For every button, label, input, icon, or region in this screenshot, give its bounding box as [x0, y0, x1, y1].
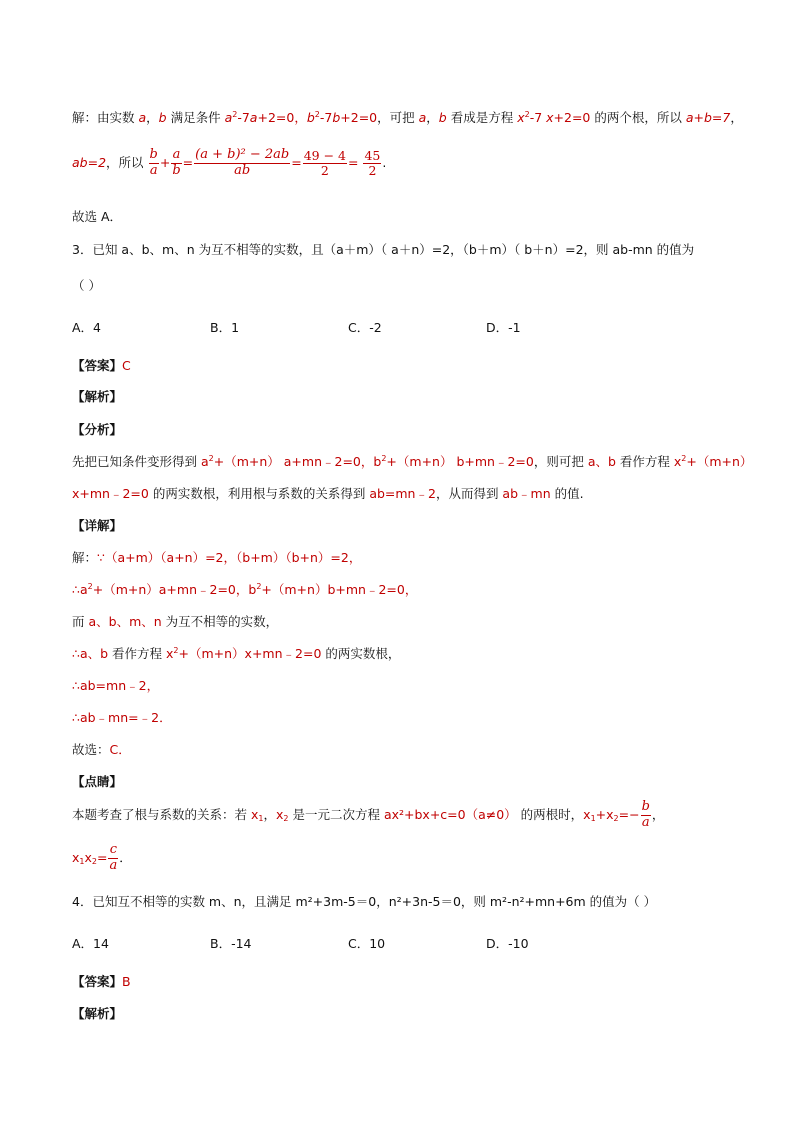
question-3-fenxi-heading: 【分析】 [72, 422, 123, 437]
question-3-dianjing-heading: 【点睛】 [72, 774, 123, 789]
question-4-analysis-heading: 【解析】 [72, 1006, 123, 1021]
fraction-numeric: $\frac{49 - 4}{2}$ [303, 147, 347, 178]
question-3-analysis-heading: 【解析】 [72, 389, 123, 404]
question-3-note-line-2: $x_1x_2=$ $\frac{c}{a}$ ． [72, 842, 132, 873]
question-3-paren: （ ） [72, 278, 101, 293]
fraction-sum-formula: $\frac{\text{(a + b)² − 2ab}}{ab}$ [195, 147, 290, 178]
question-3-option-d: D．-1 [486, 320, 521, 335]
question-3-note-line-1: 本题考查了根与系数的关系：若 $x_1$，$x_2$ 是一元二次方程 ax²+bx+c=0（a≠0） 的两根时，$x_1+x_2=-$ $\frac{b}{a}$ ， [72, 799, 665, 830]
question-3-detail-3: 而 a、b、m、n 为互不相等的实数， [72, 614, 279, 629]
question-3-option-c: C．-2 [348, 320, 382, 335]
solution-2-choose: 故选 A． [72, 209, 123, 224]
fraction-b-over-a-note: $\frac{b}{a}$ [641, 799, 650, 830]
question-3-xiangjie-heading: 【详解】 [72, 518, 123, 533]
question-3-detail-2: $\therefore a^2+(m+n)a+mn﹣2=0$，$b^2+(m+n)b+mn﹣2=0$， [72, 582, 418, 597]
question-4-option-c: C．10 [348, 936, 386, 951]
fraction-b-over-a: $\frac{b}{a}$ [149, 147, 158, 178]
fraction-result: $\frac{45}{2}$ [364, 147, 381, 178]
question-4-answer: 【答案】B [72, 974, 131, 989]
question-3-fenxi-line-1: 先把已知条件变形得到 $a^2+(m+n)$ a+mn﹣2=0，$b^2+(m+n)$ b+mn﹣2=0，则可把 a、b 看作方程 $x^2+(m+n)$ [72, 454, 753, 469]
question-3-detail-6: ∴ab﹣mn=﹣2． [72, 710, 172, 725]
question-4-option-b: B．-14 [210, 936, 252, 951]
question-4-option-d: D．-10 [486, 936, 529, 951]
question-3-option-a: A．4 [72, 320, 102, 335]
question-3-detail-4: ∴a、b 看作方程 $x^2+(m+n)x+mn﹣2=0$ 的两实数根， [72, 646, 401, 661]
question-3-answer: 【答案】C [72, 358, 131, 373]
solution-2-line-1: 解：由实数 a，b 满足条件 $a^2-7a+2=0$，$b^2-7b+2=0$，可把 a，b 看成是方程 $x^2-7$ x+2=0 的两个根，所以 a+b=7， [72, 110, 743, 125]
question-3-stem: 3．已知 a、b、m、n 为互不相等的实数，且（a＋m）（ a＋n）=2，（b＋m）（ b＋n）=2，则 ab-mn 的值为 [72, 242, 695, 257]
question-4-option-a: A．14 [72, 936, 109, 951]
question-4-stem: 4．已知互不相等的实数 m、n，且满足 m²+3m-5＝0，n²+3n-5＝0，则 m²-n²+mn+6m 的值为（ ） [72, 894, 657, 909]
question-3-detail-5: ∴ab=mn﹣2， [72, 678, 160, 693]
fraction-a-over-b: $\frac{a}{b}$ [172, 147, 181, 178]
question-3-detail-7: 故选：C． [72, 742, 131, 757]
fraction-c-over-a-note: $\frac{c}{a}$ [109, 842, 118, 873]
question-3-fenxi-line-2: x+mn﹣2=0 的两实数根，利用根与系数的关系得到 ab=mn﹣2，从而得到 ab﹣mn 的值. [72, 486, 584, 501]
question-3-option-b: B．1 [210, 320, 240, 335]
solution-2-line-2: ab=2，所以 $\frac{b}{a}$ + $\frac{a}{b}$ = $\frac{\text{(a + b)² − 2ab}}{ab}$ = $\frac{49 - 4}{2}$ = $\frac{45}{2}$ . [72, 147, 387, 178]
question-3-detail-1: 解：∵（a+m）（a+n）=2，（b+m）（b+n）=2， [72, 550, 362, 565]
